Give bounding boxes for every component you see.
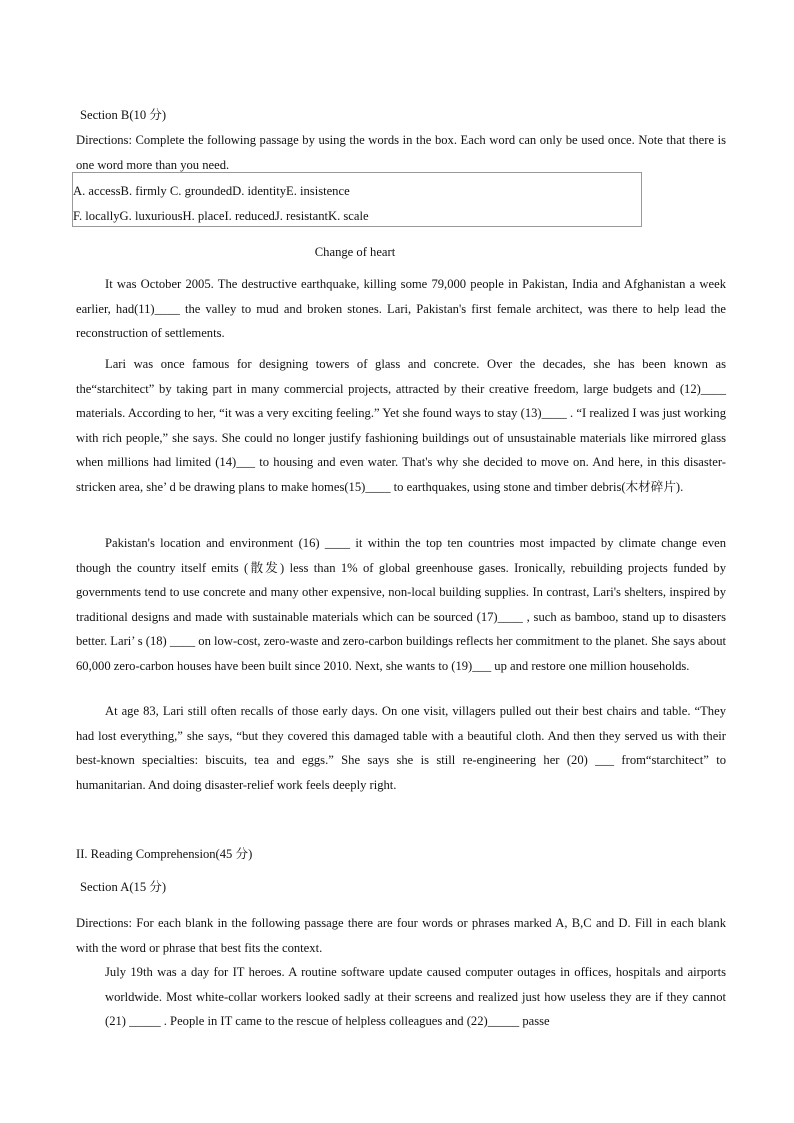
passage-paragraph-3-block [76, 531, 726, 678]
passage-paragraph-1-block [76, 272, 726, 346]
part-2-heading: II. Reading Comprehension(45 分) [76, 847, 253, 861]
passage-paragraph-2: Lari was once famous for designing towers of glass and concrete. Over the decades, she has been known as the“starchitect” by taking part in many commercial projects, attracted by their creative freedom, large budgets and (12)____ materials. According to her, “it was a very exciting feeling.” Yet she found ways to stay (13)____ . “I realized I was just working with rich people,” she says. She could no longer justify fashioning buildings out of unsustainable materials like mirrored glass when millions had limited (14)___ to housing and even water. That's why she decided to move on. And here, in this disaster-stricken area, she’ d be drawing plans to make homes(15)____ to earthquakes, using stone and timber debris(木材碎片). [76, 357, 726, 494]
passage-paragraph-4: At age 83, Lari still often recalls of those early days. On one visit, villagers pulled out their best chairs and table. “They had lost everything,” she says, “but they covered this damaged table with a beautiful cloth. And then they served us with their best-known specialties: biscuits, tea and eggs.” She says she is still re-engineering her (20) ___ from“starchitect” to humanitarian. And doing disaster-relief work feels deeply right. [76, 704, 726, 792]
passage-paragraph-3: Pakistan's location and environment (16) ____ it within the top ten countries most impacted by climate change even though the country itself emits (散发) less than 1% of global greenhouse gases. Ironically, rebuilding projects funded by governments tend to use concrete and many other expensive, non-local building supplies. In contrast, Lari's shelters, inspired by traditional designs and made with sustainable materials which can be sourced (17)____ , such as bamboo, stand up to disasters better. Lari’ s (18) ____ on low-cost, zero-waste and zero-carbon buildings reflects her commitment to the planet. She says about 60,000 zero-carbon houses have been built since 2010. Next, she wants to (19)___ up and restore one million households. [76, 536, 726, 673]
passage-paragraph-2-block [76, 352, 726, 499]
section-a-heading: Section A(15 分) [80, 880, 167, 894]
word-box-row-1: A. accessB. firmly C. groundedD. identityE. insistence [73, 184, 350, 198]
word-box-row-2: F. locallyG. luxuriousH. placeI. reducedJ. resistantK. scale [73, 209, 369, 223]
passage-paragraph-1: It was October 2005. The destructive earthquake, killing some 79,000 people in Pakistan, India and Afghanistan a week earlier, had(11)____ the valley to mud and broken stones. Lari, Pakistan's first female architect, was there to help lead the reconstruction of settlements. [76, 277, 726, 340]
section-b-heading: Section B(10 分) [80, 108, 167, 122]
cloze-paragraph-1: July 19th was a day for IT heroes. A routine software update caused computer outages in offices, hospitals and airports worldwide. Most white-collar workers looked sadly at their screens and realized just how useless they are if they cannot (21) _____ . People in IT came to the rescue of helpless colleagues and (22)_____ passe [105, 965, 726, 1028]
section-b-directions: Directions: Complete the following passage by using the words in the box. Each word can only be used once. Note that there is one word more than you need. [76, 133, 726, 172]
cloze-paragraph-1-block [105, 960, 726, 1034]
passage-title: Change of heart [314, 245, 396, 259]
section-a-directions: Directions: For each blank in the following passage there are four words or phrases marked A, B,C and D. Fill in each blank with the word or phrase that best fits the context. [76, 916, 726, 955]
section-a-directions-block [76, 911, 726, 960]
passage-paragraph-4-block [76, 699, 726, 797]
word-box [72, 172, 642, 227]
section-b-directions-block [76, 128, 726, 177]
